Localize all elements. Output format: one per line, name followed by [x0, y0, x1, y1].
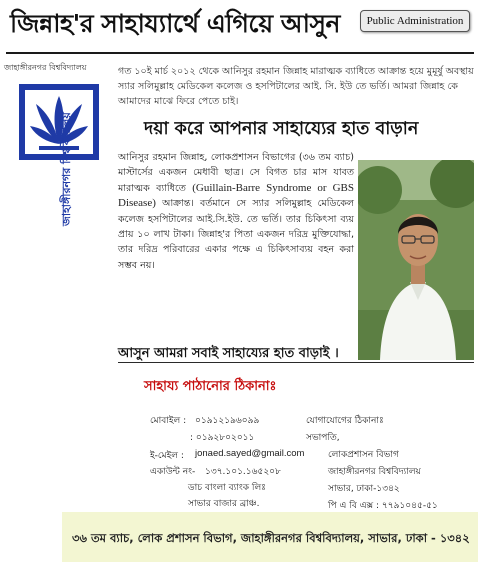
- email-label: ই-মেইল :: [150, 451, 184, 461]
- appeal-heading: দয়া করে আপনার সাহায্যের হাত বাড়ান: [144, 119, 419, 139]
- public-administration-badge: Public Administration: [360, 10, 470, 32]
- account-number: ১৩৭.১০১.১৬৫২০৮: [205, 467, 281, 477]
- contact-role: সভাপতি,: [306, 433, 340, 443]
- contact-heading: যোগাযোগের ঠিকানাঃ: [306, 416, 384, 426]
- contact-pabx: পি এ বি এক্স : ৭৭৯১০৪৫-৫১: [328, 501, 438, 511]
- bio-disease: (Guillain-Barre Syndrome or GBS Disease): [118, 181, 354, 210]
- contact-department: লোকপ্রশাসন বিভাগ: [328, 450, 399, 460]
- mobile-label: মোবাইল :: [150, 416, 187, 426]
- intro-paragraph: গত ১০ই মার্চ ২০১২ থেকে আনিসুর রহমান জিন্নাহ মারাত্মক ব্যাধিতে আক্রান্ত হয়ে মুমূর্ষু অবস্থায় স্যার সলিমুল্লাহ মেডিকেল কলেজ ও হসপিটালের আই. সি. ইউ তে ভর্তি। আমরা জিন্নাহ কে আমাদের মাঝে ফিরে পেতে চাই।: [118, 66, 474, 107]
- contact-city: সাভার, ঢাকা-১৩৪২: [328, 484, 400, 494]
- contact-university: জাহাঙ্গীরনগর বিশ্ববিদ্যালয়: [328, 467, 421, 477]
- mobile-number-2: : ০১৯২৮০২০১১: [190, 433, 255, 443]
- logo-text: জাহাঙ্গীরনগর বিশ্ববিদ্যালয়: [60, 112, 73, 226]
- bio-paragraph: [118, 150, 354, 273]
- title-divider: [6, 52, 474, 54]
- bank-name: ডাচ বাংলা ব্যাংক লিঃ: [188, 483, 266, 493]
- address-title: সাহায্য পাঠানোর ঠিকানাঃ: [144, 379, 277, 394]
- student-photo: [358, 160, 474, 360]
- university-name: জাহাঙ্গীরনগর বিশ্ববিদ্যালয়: [4, 63, 87, 72]
- section-divider: [118, 362, 474, 363]
- account-label: একাউন্ট নং-: [150, 467, 196, 477]
- bank-branch: সাভার বাজার ব্রাঞ্চ.: [188, 499, 260, 509]
- email-address: jonaed.sayed@gmail.com: [195, 448, 305, 459]
- mobile-number-1: ০১৯১২১৯৬০৯৯: [195, 416, 260, 426]
- bio-text-2: আক্রান্ত। বর্তমানে সে স্যার সলিমুল্লাহ মেডিকেল কলেজ হসপিটালের আই.সি.ইউ. তে ভর্তি। তার চিকিৎসা ব্যয় প্রায় ১০ লাখ টাকা। জিন্নাহ'র পিতা একজন দরিদ্র মুক্তিযোদ্ধা, তার দরিদ্র পরিবারের একার পক্ষে এ চিকিৎসাব্যয় বহন করা সম্ভব নয়।: [118, 198, 354, 271]
- footer-address: ৩৬ তম ব্যাচ, লোক প্রশাসন বিভাগ, জাহাঙ্গীরনগর বিশ্ববিদ্যালয়, সাভার, ঢাকা - ১৩৪২: [72, 531, 470, 545]
- university-logo: [6, 80, 112, 230]
- poster-title: জিন্নাহ'র সাহায্যার্থে এগিয়ে আসুন: [10, 9, 340, 38]
- bio-text-1: আনিসুর রহমান জিন্নাহ, লোকপ্রশাসন বিভাগের (৩৬ তম ব্যাচ) মাস্টার্সের একজন মেধাবী ছাত্র। সে বিগত চার মাস যাবত মারাত্মক ব্যাধিতে: [118, 152, 354, 194]
- call-to-action: আসুন আমরা সবাই সাহায্যের হাত বাড়াই ।: [118, 346, 339, 361]
- contact-address-block: [306, 413, 438, 515]
